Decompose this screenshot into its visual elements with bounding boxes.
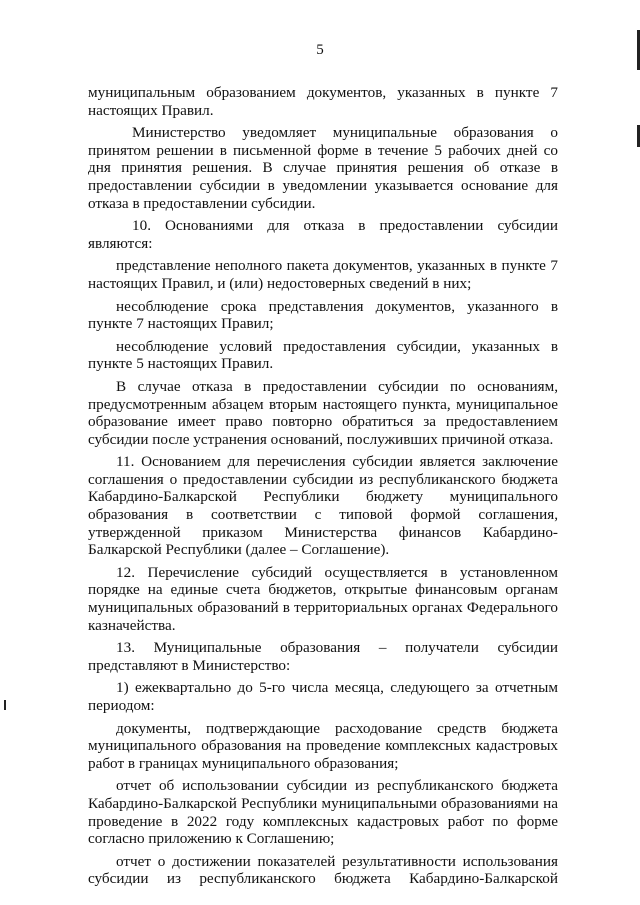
- paragraph-item-10: 10. Основаниями для отказа в предоставлении субсидии являются:: [88, 217, 558, 252]
- paragraph-item-13: 13. Муниципальные образования – получатели субсидии представляют в Министерство:: [88, 639, 558, 674]
- paragraph-refusal-retry: В случае отказа в предоставлении субсидии по основаниям, предусмотренным абзацем вторым настоящего пункта, муниципальное образование имеет право повторно обратиться за предоставлением субсидии после устранения оснований, послуживших причиной отказа.: [88, 377, 558, 448]
- paragraph-ground-conditions: несоблюдение условий предоставления субсидии, указанных в пункте 5 настоящих Правил.: [88, 337, 558, 373]
- paragraph-item-11: 11. Основанием для перечисления субсидии является заключение соглашения о предоставлении субсидии из республиканского бюджета Кабардино-Балкарской Республики бюджету муниципального образования в соответствии с типовой формой соглашения, утвержденной приказом Министерства финансов Кабардино-Балкарской Республики (далее – Соглашение).: [88, 453, 558, 559]
- paragraph-item-12: 12. Перечисление субсидий осуществляется в установленном порядке на единые счета бюджетов, открытые финансовым органам муниципальных образований в территориальных органах Федерального казначейства.: [88, 563, 558, 634]
- paragraph-ministry-notice: Министерство уведомляет муниципальные образования о принятом решении в письменной форме в течение 5 рабочих дней со дня принятия решения. В случае принятия решения об отказе в предоставлении субсидии в уведомлении указывается основание для отказа в предоставлении субсидии.: [88, 124, 558, 212]
- paragraph-ground-incomplete: представление неполного пакета документов, указанных в пункте 7 настоящих Правил, и (или) недостоверных сведений в них;: [88, 257, 558, 292]
- document-body: [88, 84, 558, 893]
- paragraph-continuation: муниципальным образованием документов, указанных в пункте 7 настоящих Правил.: [88, 84, 558, 119]
- page-number: 5: [316, 42, 324, 58]
- paragraph-usage-report: отчет об использовании субсидии из республиканского бюджета Кабардино-Балкарской Республики муниципальными образованиями на проведение в 2022 году комплексных кадастровых работ по форме согласно приложению к Соглашению;: [88, 777, 558, 848]
- paragraph-performance-report: отчет о достижении показателей результативности использования субсидии из республиканского бюджета Кабардино-Балкарской: [88, 852, 558, 888]
- paragraph-item-13-1: 1) ежеквартально до 5-го числа месяца, следующего за отчетным периодом:: [88, 679, 558, 714]
- scan-edge-mark-left: [4, 700, 6, 710]
- paragraph-ground-deadline: несоблюдение срока представления документов, указанного в пункте 7 настоящих Правил;: [88, 297, 558, 333]
- paragraph-documents: документы, подтверждающие расходование средств бюджета муниципального образования на проведение комплексных кадастровых работ в границах муниципального образования;: [88, 719, 558, 772]
